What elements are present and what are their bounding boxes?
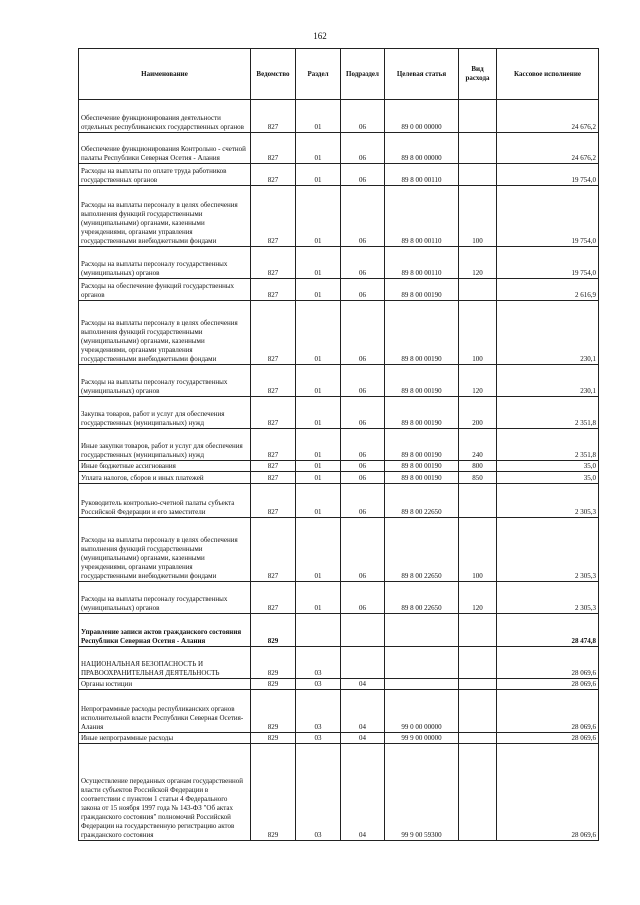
cell-amount: 2 305,3 [497, 484, 599, 518]
cell-amount: 19 754,0 [497, 186, 599, 247]
cell-type: 120 [459, 247, 497, 279]
header-amount: Кассовое исполнение [497, 49, 599, 100]
table-row [79, 679, 599, 690]
cell-name: Органы юстиции [79, 679, 251, 690]
cell-subsection: 06 [341, 301, 385, 365]
cell-type [459, 164, 497, 186]
cell-target: 89 8 00 00190 [385, 397, 459, 429]
cell-dept: 827 [251, 279, 296, 301]
cell-dept: 827 [251, 133, 296, 164]
cell-dept: 827 [251, 301, 296, 365]
table-row [79, 397, 599, 429]
cell-dept: 829 [251, 690, 296, 733]
cell-section: 03 [296, 744, 341, 841]
cell-name: Расходы на обеспечение функций государственных органов [79, 279, 251, 301]
cell-name: Обеспечение функционирования Контрольно - счетной палаты Республики Северная Осетия - Алания [79, 133, 251, 164]
cell-target: 89 8 00 00190 [385, 365, 459, 397]
cell-name: НАЦИОНАЛЬНАЯ БЕЗОПАСНОСТЬ И ПРАВООХРАНИТЕЛЬНАЯ ДЕЯТЕЛЬНОСТЬ [79, 647, 251, 679]
cell-dept: 827 [251, 484, 296, 518]
cell-amount: 35,0 [497, 461, 599, 472]
cell-name: Расходы на выплаты персоналу в целях обеспечения выполнения функций государственными (муниципальными) органами, казенными учреждениями, органами управления государственными внебюджетными фондами [79, 186, 251, 247]
cell-dept: 827 [251, 397, 296, 429]
cell-name: Расходы на выплаты персоналу государственных (муниципальных) органов [79, 247, 251, 279]
cell-target: 89 8 00 00190 [385, 279, 459, 301]
cell-subsection: 06 [341, 247, 385, 279]
cell-target: 89 8 00 00110 [385, 186, 459, 247]
cell-section: 01 [296, 397, 341, 429]
cell-name: Уплата налогов, сборов и иных платежей [79, 472, 251, 484]
cell-amount: 28 069,6 [497, 733, 599, 744]
cell-subsection: 06 [341, 461, 385, 472]
cell-name: Иные бюджетные ассигнования [79, 461, 251, 472]
cell-type: 850 [459, 472, 497, 484]
cell-type [459, 614, 497, 647]
table-row [79, 733, 599, 744]
cell-section: 01 [296, 461, 341, 472]
cell-subsection: 06 [341, 518, 385, 582]
cell-dept: 827 [251, 472, 296, 484]
cell-target: 89 8 00 22650 [385, 582, 459, 614]
cell-amount: 2 305,3 [497, 582, 599, 614]
cell-name: Расходы на выплаты персоналу государственных (муниципальных) органов [79, 365, 251, 397]
cell-section: 01 [296, 247, 341, 279]
cell-name: Расходы на выплаты персоналу государственных (муниципальных) органов [79, 582, 251, 614]
header-section: Раздел [296, 49, 341, 100]
cell-subsection: 06 [341, 164, 385, 186]
cell-type [459, 100, 497, 133]
cell-name: Руководитель контрольно-счетной палаты субъекта Российской Федерации и его заместители [79, 484, 251, 518]
cell-target: 99 0 00 00000 [385, 690, 459, 733]
cell-dept: 827 [251, 365, 296, 397]
cell-subsection: 06 [341, 429, 385, 461]
cell-target: 89 0 00 00000 [385, 100, 459, 133]
cell-amount: 230,1 [497, 301, 599, 365]
cell-section: 03 [296, 690, 341, 733]
cell-name: Закупка товаров, работ и услуг для обеспечения государственных (муниципальных) нужд [79, 397, 251, 429]
cell-dept: 829 [251, 614, 296, 647]
table-row [79, 690, 599, 733]
cell-section: 03 [296, 679, 341, 690]
table-row [79, 164, 599, 186]
cell-target: 89 8 00 00190 [385, 301, 459, 365]
cell-section: 01 [296, 186, 341, 247]
cell-target: 99 9 00 00000 [385, 733, 459, 744]
cell-subsection: 04 [341, 733, 385, 744]
cell-target [385, 647, 459, 679]
cell-target: 89 8 00 00000 [385, 133, 459, 164]
cell-dept: 829 [251, 647, 296, 679]
table-row [79, 429, 599, 461]
table-row [79, 461, 599, 472]
cell-target: 89 8 00 22650 [385, 484, 459, 518]
table-row [79, 133, 599, 164]
cell-dept: 827 [251, 247, 296, 279]
cell-type [459, 744, 497, 841]
cell-target: 89 8 00 00110 [385, 164, 459, 186]
cell-dept: 829 [251, 679, 296, 690]
table-row [79, 614, 599, 647]
cell-amount: 19 754,0 [497, 164, 599, 186]
cell-name: Обеспечение функционирования деятельности отдельных республиканских государственных органов [79, 100, 251, 133]
cell-section: 01 [296, 100, 341, 133]
cell-target: 89 8 00 22650 [385, 518, 459, 582]
header-target: Целевая статья [385, 49, 459, 100]
cell-type: 120 [459, 365, 497, 397]
cell-name: Расходы на выплаты персоналу в целях обеспечения выполнения функций государственными (муниципальными) органами, казенными учреждениями, органами управления государственными внебюджетными фондами [79, 518, 251, 582]
table-row [79, 186, 599, 247]
cell-target [385, 679, 459, 690]
cell-section [296, 614, 341, 647]
cell-type [459, 690, 497, 733]
cell-subsection: 06 [341, 133, 385, 164]
cell-type: 200 [459, 397, 497, 429]
cell-section: 01 [296, 164, 341, 186]
cell-amount: 2 305,3 [497, 518, 599, 582]
cell-amount: 2 351,8 [497, 397, 599, 429]
cell-target: 89 8 00 00190 [385, 429, 459, 461]
cell-subsection: 06 [341, 472, 385, 484]
cell-dept: 827 [251, 100, 296, 133]
cell-type [459, 484, 497, 518]
cell-name: Иные закупки товаров, работ и услуг для обеспечения государственных (муниципальных) нужд [79, 429, 251, 461]
table-row [79, 365, 599, 397]
cell-subsection: 06 [341, 279, 385, 301]
cell-type: 100 [459, 186, 497, 247]
cell-name: Непрограммные расходы республиканских органов исполнительной власти Республики Северная Осетия-Алания [79, 690, 251, 733]
cell-amount: 19 754,0 [497, 247, 599, 279]
cell-subsection [341, 614, 385, 647]
cell-amount: 2 351,8 [497, 429, 599, 461]
table-row [79, 301, 599, 365]
cell-subsection: 06 [341, 582, 385, 614]
table-row [79, 518, 599, 582]
cell-type [459, 647, 497, 679]
cell-amount: 2 616,9 [497, 279, 599, 301]
cell-subsection [341, 647, 385, 679]
page-number: 162 [313, 31, 327, 41]
cell-type: 120 [459, 582, 497, 614]
cell-type: 240 [459, 429, 497, 461]
cell-type [459, 133, 497, 164]
cell-section: 01 [296, 301, 341, 365]
table-row [79, 484, 599, 518]
header-type: Вид расхода [459, 49, 497, 100]
cell-name: Осуществление переданных органам государственной власти субъектов Российской Федерации в соответствии с пунктом 1 статьи 4 Федерального закона от 15 ноября 1997 года № 143-ФЗ "Об актах гражданского состояния" полномочий Российской Федерации на государственную регистрацию актов гражданского состояния [79, 744, 251, 841]
cell-amount: 28 069,6 [497, 647, 599, 679]
cell-section: 01 [296, 279, 341, 301]
cell-dept: 829 [251, 744, 296, 841]
cell-amount: 28 069,6 [497, 690, 599, 733]
table-header-row [79, 49, 599, 100]
table-row [79, 744, 599, 841]
table-row [79, 472, 599, 484]
cell-type: 100 [459, 518, 497, 582]
cell-type [459, 733, 497, 744]
cell-target [385, 614, 459, 647]
header-subsection: Подраздел [341, 49, 385, 100]
cell-name: Иные непрограммные расходы [79, 733, 251, 744]
table-row [79, 100, 599, 133]
cell-subsection: 06 [341, 484, 385, 518]
header-name: Наименование [79, 49, 251, 100]
cell-dept: 827 [251, 186, 296, 247]
cell-dept: 827 [251, 429, 296, 461]
cell-subsection: 04 [341, 744, 385, 841]
table-row [79, 647, 599, 679]
cell-type [459, 679, 497, 690]
cell-section: 01 [296, 582, 341, 614]
cell-type [459, 279, 497, 301]
cell-dept: 827 [251, 461, 296, 472]
cell-name: Расходы на выплаты персоналу в целях обеспечения выполнения функций государственными (муниципальными) органами, казенными учреждениями, органами управления государственными внебюджетными фондами [79, 301, 251, 365]
cell-type: 100 [459, 301, 497, 365]
cell-amount: 230,1 [497, 365, 599, 397]
cell-name: Управление записи актов гражданского состояния Республики Северная Осетия - Алания [79, 614, 251, 647]
cell-amount: 28 474,8 [497, 614, 599, 647]
cell-amount: 28 069,6 [497, 744, 599, 841]
cell-section: 01 [296, 484, 341, 518]
cell-dept: 827 [251, 164, 296, 186]
cell-section: 03 [296, 733, 341, 744]
cell-type: 800 [459, 461, 497, 472]
cell-target: 89 8 00 00190 [385, 461, 459, 472]
cell-target: 99 9 00 59300 [385, 744, 459, 841]
cell-subsection: 06 [341, 100, 385, 133]
cell-target: 89 8 00 00190 [385, 472, 459, 484]
cell-subsection: 06 [341, 397, 385, 429]
cell-amount: 35,0 [497, 472, 599, 484]
cell-subsection: 04 [341, 690, 385, 733]
cell-subsection: 06 [341, 365, 385, 397]
cell-dept: 829 [251, 733, 296, 744]
table-row [79, 582, 599, 614]
budget-table [78, 48, 599, 841]
cell-name: Расходы на выплаты по оплате труда работников государственных органов [79, 164, 251, 186]
cell-amount: 24 676,2 [497, 133, 599, 164]
cell-subsection: 04 [341, 679, 385, 690]
cell-section: 03 [296, 647, 341, 679]
cell-section: 01 [296, 133, 341, 164]
cell-dept: 827 [251, 518, 296, 582]
cell-section: 01 [296, 429, 341, 461]
header-dept: Ведомство [251, 49, 296, 100]
cell-section: 01 [296, 472, 341, 484]
cell-dept: 827 [251, 582, 296, 614]
table-row [79, 279, 599, 301]
cell-target: 89 8 00 00110 [385, 247, 459, 279]
cell-amount: 24 676,2 [497, 100, 599, 133]
table-row [79, 247, 599, 279]
cell-amount: 28 069,6 [497, 679, 599, 690]
cell-section: 01 [296, 518, 341, 582]
cell-subsection: 06 [341, 186, 385, 247]
cell-section: 01 [296, 365, 341, 397]
